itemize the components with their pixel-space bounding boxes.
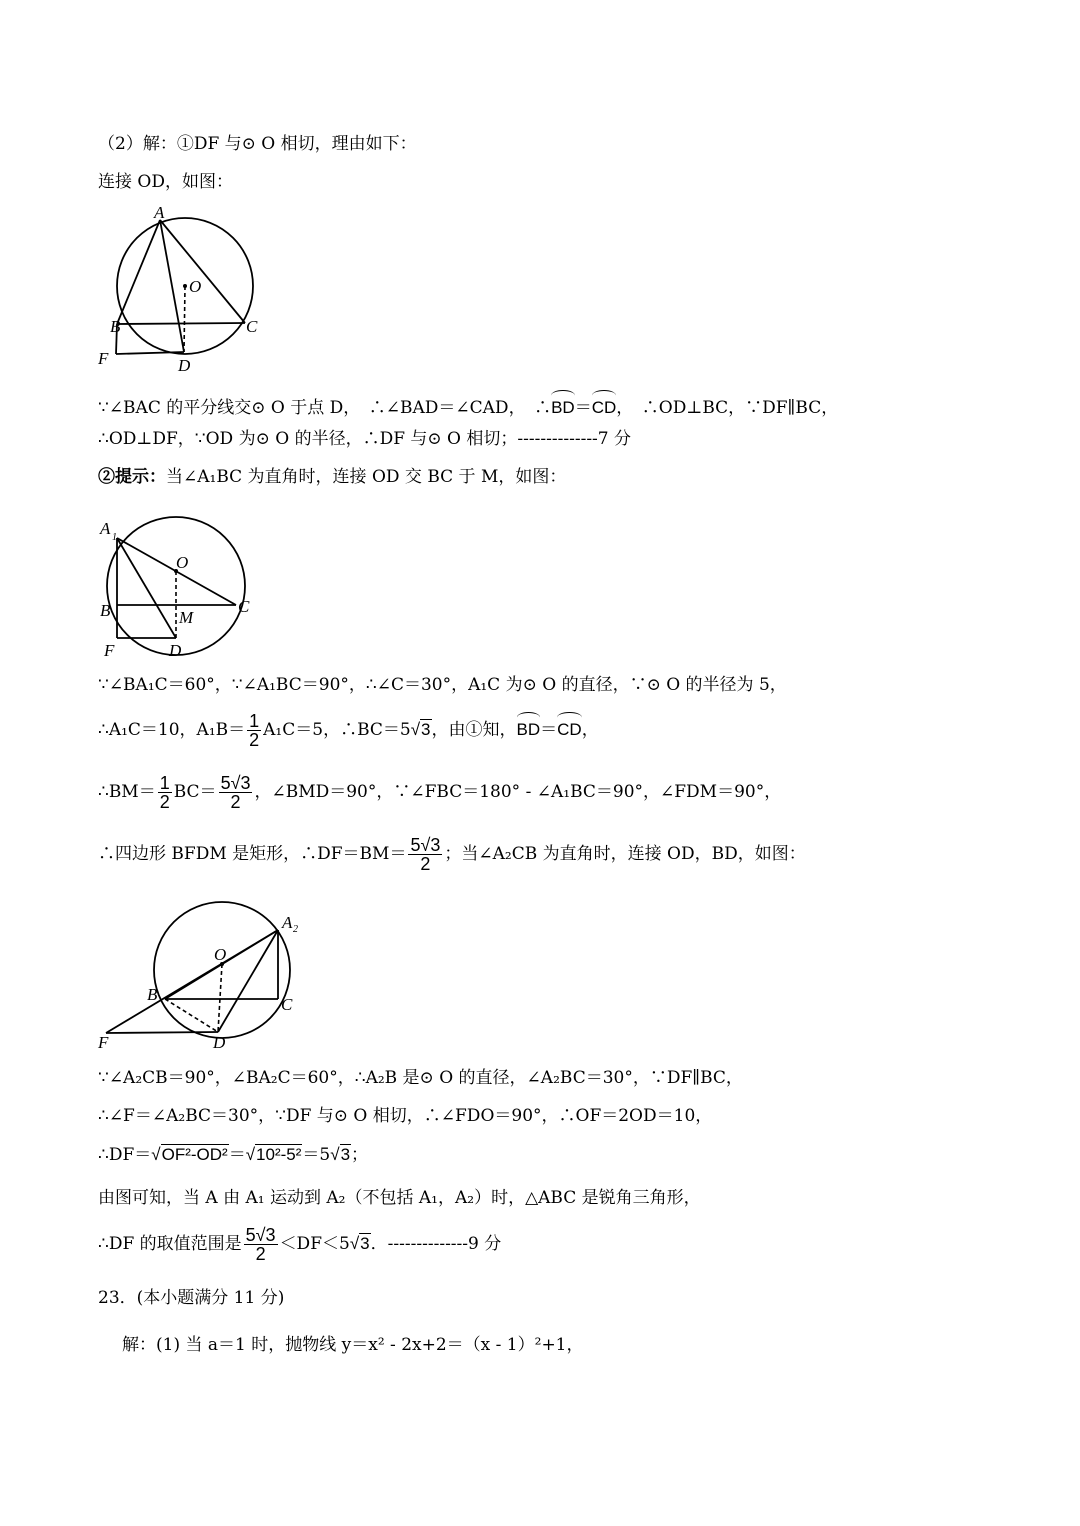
fig1-label-c: C — [246, 317, 258, 336]
text-connect-od: 连接 OD，如图： — [98, 172, 233, 192]
fig2-label-b: B — [100, 601, 111, 620]
fig3-label-a-sub: 2 — [293, 924, 298, 935]
text-df-range: ∴DF 的取值范围是 $\frac{5√3}{2}$ ＜DF＜5√3．--------------9 分 — [98, 1225, 502, 1264]
fig1-label-f: F — [98, 349, 109, 368]
fig3-label-c: C — [281, 995, 293, 1014]
fig2-label-o: O — [176, 553, 189, 572]
arc-bd: BD — [551, 390, 575, 420]
fig2-label-a: A — [100, 519, 111, 538]
fig1-label-a: A — [154, 204, 165, 222]
text-rectangle-bfdm: ∴四边形 BFDM 是矩形，∴DF＝BM＝ $\frac{5√3}{2}$ ；当∠A₂CB 为直角时，连接 OD，BD，如图： — [98, 835, 806, 874]
arc-cd: CD — [592, 390, 617, 420]
fig3-label-a: A — [282, 913, 293, 932]
fig1-label-b: B — [110, 317, 121, 336]
text-a2cb-right-angle: ∵∠A₂CB＝90°，∠BA₂C＝60°，∴A₂B 是⊙ O 的直径，∠A₂BC＝30°，∵DF∥BC， — [98, 1068, 743, 1088]
fig1-label-d: D — [178, 356, 191, 374]
fig2-label-a-sub: 1 — [112, 532, 117, 543]
text-acute-triangle: 由图可知，当 A 由 A₁ 运动到 A₂（不包括 A₁，A₂）时，△ABC 是锐角三角形， — [98, 1188, 701, 1208]
fig3-label-o: O — [214, 945, 227, 964]
fig2-label-c: C — [238, 597, 250, 616]
fig2-label-d: D — [169, 641, 182, 660]
fig3-label-d: D — [213, 1033, 226, 1050]
text-bm-length: ∴BM＝ $\frac{1}{2}$ BC＝ $\frac{5√3}{2}$ ，∠BMD＝90°，∵∠FBC＝180° - ∠A₁BC＝90°，∠FDM＝90°， — [98, 773, 782, 812]
text-df-value: ∴DF＝√OF²-OD²＝√10²-5²＝5√3； — [98, 1145, 369, 1165]
figure-3-circle-a2 — [92, 900, 312, 1050]
text-hint-a1bc: ②提示：当∠A₁BC 为直角时，连接 OD 交 BC 于 M，如图： — [98, 467, 567, 487]
question-23-heading: 23．(本小题满分 11 分) — [98, 1288, 285, 1308]
text-parabola-solution: 解：(1) 当 a＝1 时，抛物线 y＝x² - 2x+2＝（x - 1）²+1， — [122, 1335, 584, 1355]
fig3-label-b: B — [147, 985, 158, 1004]
figure-2-circle-a1 — [92, 500, 272, 670]
text-bisector-reason: ∵∠BAC 的平分线交⊙ O 于点 D， ∴∠BAD＝∠CAD， ∴BD＝CD， ∴OD⊥BC，∵DF∥BC， — [98, 390, 838, 420]
text-a1c-length: ∴A₁C＝10，A₁B＝ $\frac{1}{2}$ A₁C＝5，∴BC＝5√3，由①知，BD＝CD， — [98, 711, 599, 750]
text-of-length: ∴∠F＝∠A₂BC＝30°，∵DF 与⊙ O 相切，∴∠FDO＝90°，∴OF＝2OD＝10， — [98, 1106, 713, 1126]
fig1-label-o: O — [189, 277, 202, 296]
fig2-label-f: F — [104, 641, 115, 660]
fig3-label-f: F — [98, 1033, 109, 1050]
text-tangent-conclusion: ∴OD⊥DF，∵OD 为⊙ O 的半径，∴DF 与⊙ O 相切；--------------7 分 — [98, 429, 632, 449]
figure-1-circle-triangle — [92, 204, 292, 374]
solution-part2-heading: （2）解：①DF 与⊙ O 相切，理由如下： — [98, 134, 417, 154]
text-angle-values: ∵∠BA₁C＝60°，∵∠A₁BC＝90°，∴∠C＝30°，A₁C 为⊙ O 的直径，∵⊙ O 的半径为 5， — [98, 675, 787, 695]
fig2-label-m: M — [179, 608, 194, 627]
